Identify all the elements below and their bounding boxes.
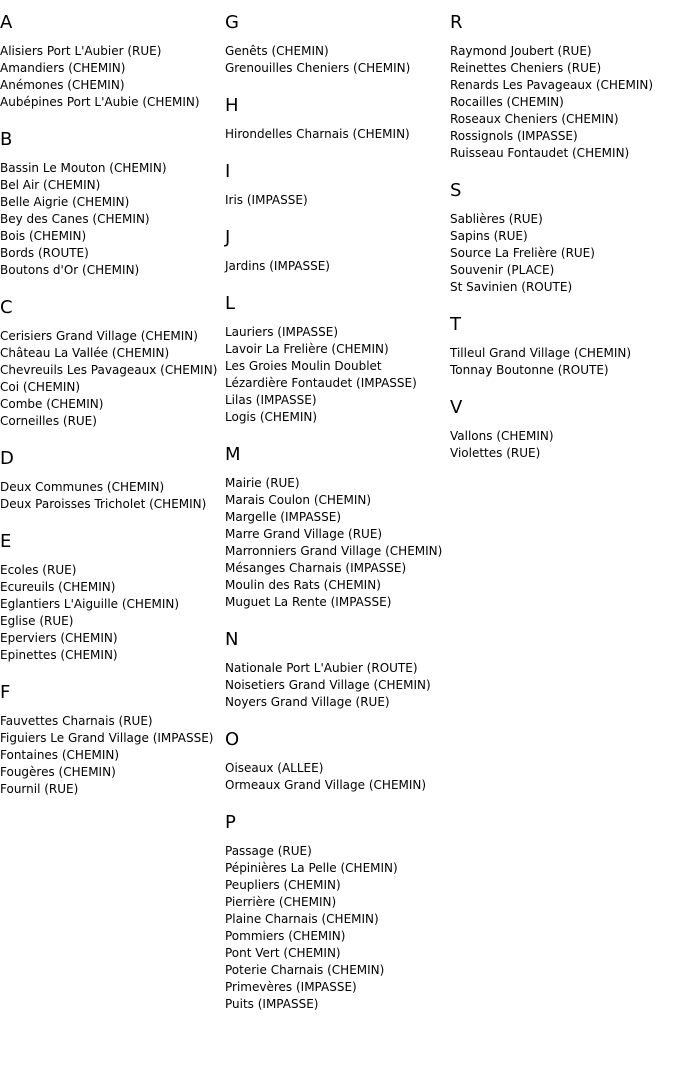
- street-link[interactable]: Puits (IMPASSE): [225, 997, 319, 1011]
- street-link[interactable]: Combe (CHEMIN): [0, 397, 104, 411]
- street-link[interactable]: Deux Paroisses Tricholet (CHEMIN): [0, 497, 207, 511]
- street-link[interactable]: Deux Communes (CHEMIN): [0, 480, 165, 494]
- street-list-item: [0, 228, 222, 245]
- street-link[interactable]: Iris (IMPASSE): [225, 193, 308, 207]
- street-link[interactable]: Les Groies Moulin Doublet: [225, 359, 382, 373]
- street-list-item: [450, 77, 675, 94]
- letter-section: [225, 0, 447, 83]
- street-list-item: [225, 843, 447, 860]
- street-link[interactable]: Reinettes Cheniers (RUE): [450, 61, 602, 75]
- letter-section: [450, 0, 675, 168]
- street-list-item: [225, 126, 447, 143]
- street-link[interactable]: Tilleul Grand Village (CHEMIN): [450, 346, 632, 360]
- street-link[interactable]: St Savinien (ROUTE): [450, 280, 573, 294]
- street-link[interactable]: Violettes (RUE): [450, 446, 541, 460]
- street-list-item: [225, 409, 447, 426]
- street-list-item: [225, 894, 447, 911]
- street-link[interactable]: Mésanges Charnais (IMPASSE): [225, 561, 407, 575]
- street-list-item: [225, 660, 447, 677]
- street-link[interactable]: Raymond Joubert (RUE): [450, 44, 592, 58]
- street-link[interactable]: Noisetiers Grand Village (CHEMIN): [225, 678, 431, 692]
- street-list-item: [0, 177, 222, 194]
- street-list-item: [0, 211, 222, 228]
- street-list-item: [0, 160, 222, 177]
- street-list: [225, 117, 447, 149]
- street-list-item: [225, 475, 447, 492]
- letter-heading: G: [225, 12, 239, 33]
- street-link[interactable]: Sablières (RUE): [450, 212, 543, 226]
- street-link[interactable]: Roseaux Cheniers (CHEMIN): [450, 112, 619, 126]
- street-list-item: [0, 345, 222, 362]
- street-list: [225, 315, 447, 432]
- street-list-item: [450, 262, 675, 279]
- letter-section: [450, 302, 675, 385]
- street-list-item: [225, 375, 447, 392]
- street-list-item: [225, 979, 447, 996]
- street-list-item: [225, 526, 447, 543]
- street-link[interactable]: Epinettes (CHEMIN): [0, 648, 118, 662]
- letter-section: [225, 617, 447, 717]
- street-list-item: [0, 579, 222, 596]
- street-link[interactable]: Chevreuils Les Pavageaux (CHEMIN): [0, 363, 218, 377]
- street-list-item: [225, 341, 447, 358]
- letter-heading: E: [0, 531, 12, 552]
- street-link[interactable]: Anémones (CHEMIN): [0, 78, 125, 92]
- street-link[interactable]: Sapins (RUE): [450, 229, 528, 243]
- street-list-item: [225, 560, 447, 577]
- street-list-item: [0, 413, 222, 430]
- street-link[interactable]: Château La Vallée (CHEMIN): [0, 346, 170, 360]
- street-list-item: [225, 577, 447, 594]
- letter-section: [0, 436, 222, 519]
- street-link[interactable]: Pépinières La Pelle (CHEMIN): [225, 861, 398, 875]
- street-link[interactable]: Alisiers Port L'Aubier (RUE): [0, 44, 162, 58]
- street-link[interactable]: Ecoles (RUE): [0, 563, 77, 577]
- street-list-item: [0, 613, 222, 630]
- street-list: [225, 34, 447, 83]
- street-link[interactable]: Ormeaux Grand Village (CHEMIN): [225, 778, 427, 792]
- street-list-item: [225, 324, 447, 341]
- street-list-item: [225, 60, 447, 77]
- street-list: [225, 183, 447, 215]
- street-list-item: [0, 630, 222, 647]
- street-list: [450, 336, 675, 385]
- street-list: [0, 319, 222, 436]
- letter-heading: R: [450, 12, 463, 33]
- street-list-item: [450, 128, 675, 145]
- street-link[interactable]: Ruisseau Fontaudet (CHEMIN): [450, 146, 630, 160]
- street-list-item: [225, 945, 447, 962]
- street-list-item: [0, 379, 222, 396]
- street-list-item: [225, 962, 447, 979]
- street-link[interactable]: Bel Air (CHEMIN): [0, 178, 101, 192]
- street-list-item: [225, 392, 447, 409]
- street-list-item: [0, 245, 222, 262]
- street-link[interactable]: Pommiers (CHEMIN): [225, 929, 346, 943]
- street-list-item: [225, 358, 447, 375]
- street-list-item: [225, 492, 447, 509]
- street-link[interactable]: Fougères (CHEMIN): [0, 765, 116, 779]
- street-link[interactable]: Peupliers (CHEMIN): [225, 878, 341, 892]
- street-list: [0, 34, 222, 117]
- street-list-item: [450, 345, 675, 362]
- street-link[interactable]: Marre Grand Village (RUE): [225, 527, 383, 541]
- letter-heading: A: [0, 12, 13, 33]
- street-list-item: [0, 596, 222, 613]
- street-link[interactable]: Grenouilles Cheniers (CHEMIN): [225, 61, 411, 75]
- letter-section: [225, 281, 447, 432]
- street-link[interactable]: Muguet La Rente (IMPASSE): [225, 595, 392, 609]
- letter-heading: F: [0, 682, 11, 703]
- letter-heading: M: [225, 444, 241, 465]
- street-link[interactable]: Noyers Grand Village (RUE): [225, 695, 390, 709]
- street-link[interactable]: Bassin Le Mouton (CHEMIN): [0, 161, 167, 175]
- street-list-item: [225, 509, 447, 526]
- street-link[interactable]: Moulin des Rats (CHEMIN): [225, 578, 381, 592]
- street-link[interactable]: Marronniers Grand Village (CHEMIN): [225, 544, 443, 558]
- street-link[interactable]: Boutons d'Or (CHEMIN): [0, 263, 140, 277]
- street-link[interactable]: Oiseaux (ALLEE): [225, 761, 324, 775]
- letter-heading: H: [225, 95, 239, 116]
- street-link[interactable]: Cerisiers Grand Village (CHEMIN): [0, 329, 198, 343]
- street-list-item: [0, 781, 222, 798]
- street-link[interactable]: Ecureuils (CHEMIN): [0, 580, 116, 594]
- street-link[interactable]: Lauriers (IMPASSE): [225, 325, 339, 339]
- street-list-item: [0, 496, 222, 513]
- street-link[interactable]: Primevères (IMPASSE): [225, 980, 357, 994]
- street-list: [225, 751, 447, 800]
- street-link[interactable]: Belle Aigrie (CHEMIN): [0, 195, 130, 209]
- street-list-item: [450, 145, 675, 162]
- street-list: [225, 651, 447, 717]
- letter-section: [0, 117, 222, 285]
- street-list-item: [0, 747, 222, 764]
- street-link[interactable]: Plaine Charnais (CHEMIN): [225, 912, 379, 926]
- street-list-item: [0, 730, 222, 747]
- street-list-item: [450, 111, 675, 128]
- street-list: [450, 419, 675, 468]
- street-link[interactable]: Coi (CHEMIN): [0, 380, 81, 394]
- letter-heading: S: [450, 180, 462, 201]
- letter-section: [0, 0, 222, 117]
- street-link[interactable]: Bey des Canes (CHEMIN): [0, 212, 150, 226]
- street-link[interactable]: Figuiers Le Grand Village (IMPASSE): [0, 731, 214, 745]
- street-link[interactable]: Vallons (CHEMIN): [450, 429, 554, 443]
- street-list-item: [0, 328, 222, 345]
- street-list-item: [450, 428, 675, 445]
- letter-heading: B: [0, 129, 13, 150]
- street-list-item: [0, 647, 222, 664]
- index-column-1: [0, 0, 222, 804]
- letter-heading: D: [0, 448, 14, 469]
- letter-heading: I: [225, 161, 231, 182]
- street-list-item: [225, 677, 447, 694]
- street-list-item: [450, 362, 675, 379]
- street-list-item: [225, 43, 447, 60]
- street-link[interactable]: Eglantiers L'Aiguille (CHEMIN): [0, 597, 180, 611]
- index-column-2: [225, 0, 447, 1019]
- street-list-item: [0, 43, 222, 60]
- street-link[interactable]: Pierrière (CHEMIN): [225, 895, 337, 909]
- street-list-item: [225, 928, 447, 945]
- index-column-3: [450, 0, 675, 468]
- street-link[interactable]: Bords (ROUTE): [0, 246, 89, 260]
- letter-heading: O: [225, 729, 240, 750]
- street-list-item: [450, 279, 675, 296]
- street-list-item: [225, 877, 447, 894]
- letter-heading: C: [0, 297, 13, 318]
- street-link[interactable]: Logis (CHEMIN): [225, 410, 318, 424]
- street-list-item: [0, 362, 222, 379]
- street-list: [450, 202, 675, 302]
- street-list-item: [0, 713, 222, 730]
- street-link[interactable]: Lézardière Fontaudet (IMPASSE): [225, 376, 417, 390]
- street-list-item: [225, 594, 447, 611]
- street-link[interactable]: Genêts (CHEMIN): [225, 44, 329, 58]
- street-link[interactable]: Fauvettes Charnais (RUE): [0, 714, 153, 728]
- letter-section: [225, 149, 447, 215]
- street-link[interactable]: Lilas (IMPASSE): [225, 393, 317, 407]
- street-link[interactable]: Eglise (RUE): [0, 614, 74, 628]
- street-list-item: [225, 760, 447, 777]
- street-link[interactable]: Passage (RUE): [225, 844, 312, 858]
- street-link[interactable]: Renards Les Pavageaux (CHEMIN): [450, 78, 654, 92]
- street-list: [0, 151, 222, 285]
- street-list-item: [450, 445, 675, 462]
- street-list-item: [450, 43, 675, 60]
- street-list: [225, 834, 447, 1019]
- street-list-item: [450, 228, 675, 245]
- letter-heading: J: [225, 227, 231, 248]
- street-list-item: [225, 860, 447, 877]
- letter-heading: N: [225, 629, 239, 650]
- letter-section: [225, 83, 447, 149]
- street-list-item: [450, 60, 675, 77]
- street-list-item: [0, 60, 222, 77]
- street-link[interactable]: Fontaines (CHEMIN): [0, 748, 120, 762]
- street-list-item: [225, 543, 447, 560]
- street-list-item: [225, 694, 447, 711]
- street-link[interactable]: Marais Coulon (CHEMIN): [225, 493, 372, 507]
- street-link[interactable]: Source La Frelière (RUE): [450, 246, 595, 260]
- street-list: [450, 34, 675, 168]
- street-list-item: [0, 562, 222, 579]
- letter-heading: V: [450, 397, 463, 418]
- letter-heading: P: [225, 812, 236, 833]
- street-link[interactable]: Mairie (RUE): [225, 476, 300, 490]
- letter-section: [0, 519, 222, 670]
- street-link[interactable]: Eperviers (CHEMIN): [0, 631, 118, 645]
- street-list-item: [450, 245, 675, 262]
- street-list-item: [0, 479, 222, 496]
- street-list: [225, 249, 447, 281]
- street-link[interactable]: Jardins (IMPASSE): [225, 259, 330, 273]
- street-list-item: [0, 194, 222, 211]
- street-list: [225, 466, 447, 617]
- street-list-item: [0, 396, 222, 413]
- letter-section: [450, 168, 675, 302]
- street-link[interactable]: Lavoir La Frelière (CHEMIN): [225, 342, 389, 356]
- street-link[interactable]: Margelle (IMPASSE): [225, 510, 342, 524]
- street-list-item: [450, 211, 675, 228]
- letter-heading: T: [450, 314, 461, 335]
- letter-section: [450, 385, 675, 468]
- street-link[interactable]: Bois (CHEMIN): [0, 229, 87, 243]
- street-list: [0, 470, 222, 519]
- street-link[interactable]: Pont Vert (CHEMIN): [225, 946, 341, 960]
- letter-section: [225, 432, 447, 617]
- street-link[interactable]: Fournil (RUE): [0, 782, 79, 796]
- letter-section: [0, 285, 222, 436]
- street-list-item: [0, 764, 222, 781]
- street-list-item: [225, 192, 447, 209]
- street-link[interactable]: Corneilles (RUE): [0, 414, 97, 428]
- street-link[interactable]: Poterie Charnais (CHEMIN): [225, 963, 385, 977]
- letter-section: [225, 717, 447, 800]
- street-link[interactable]: Hirondelles Charnais (CHEMIN): [225, 127, 410, 141]
- letter-section: [0, 670, 222, 804]
- street-list-item: [225, 258, 447, 275]
- street-list-item: [225, 777, 447, 794]
- street-link[interactable]: Souvenir (PLACE): [450, 263, 555, 277]
- street-link[interactable]: Amandiers (CHEMIN): [0, 61, 126, 75]
- street-list-item: [0, 94, 222, 111]
- street-link[interactable]: Rossignols (IMPASSE): [450, 129, 578, 143]
- street-link[interactable]: Aubépines Port L'Aubie (CHEMIN): [0, 95, 200, 109]
- street-list-item: [0, 77, 222, 94]
- street-link[interactable]: Tonnay Boutonne (ROUTE): [450, 363, 609, 377]
- street-list-item: [225, 996, 447, 1013]
- street-list: [0, 553, 222, 670]
- letter-section: [225, 215, 447, 281]
- street-link[interactable]: Rocailles (CHEMIN): [450, 95, 564, 109]
- street-link[interactable]: Nationale Port L'Aubier (ROUTE): [225, 661, 418, 675]
- street-list: [0, 704, 222, 804]
- street-list-item: [450, 94, 675, 111]
- street-list-item: [225, 911, 447, 928]
- street-list-item: [0, 262, 222, 279]
- letter-heading: L: [225, 293, 236, 314]
- letter-section: [225, 800, 447, 1019]
